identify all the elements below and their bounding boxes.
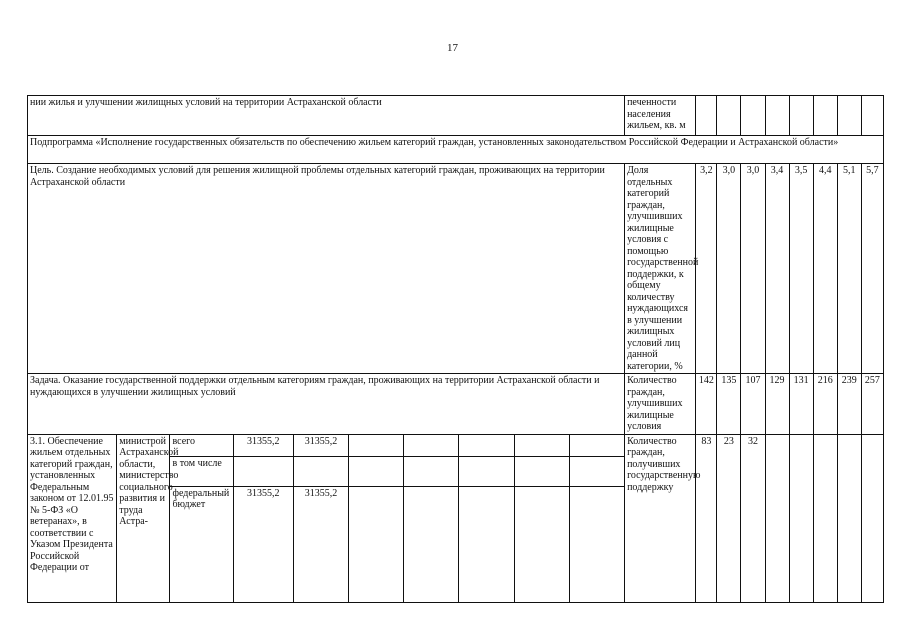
funding-value: 31355,2 bbox=[233, 486, 293, 602]
funding-value: 31355,2 bbox=[293, 434, 348, 456]
task-value: 142 bbox=[696, 374, 717, 435]
table-row-task bbox=[28, 374, 884, 435]
measure-value: 83 bbox=[696, 434, 717, 602]
goal-value: 3,5 bbox=[789, 164, 813, 374]
intro-text: нии жилья и улучшении жилищных условий на территории Астраханской области bbox=[28, 96, 625, 136]
goal-value: 3,0 bbox=[717, 164, 741, 374]
funding-value bbox=[293, 456, 348, 486]
task-value: 239 bbox=[837, 374, 861, 435]
task-text: Задача. Оказание государственной поддержки отдельным категориям граждан, проживающих на территории Астраханской области и нуждающихся в улучшении жилищных условий bbox=[28, 374, 625, 435]
task-value: 135 bbox=[717, 374, 741, 435]
task-value: 131 bbox=[789, 374, 813, 435]
task-value: 107 bbox=[741, 374, 765, 435]
goal-value: 5,1 bbox=[837, 164, 861, 374]
task-value: 216 bbox=[813, 374, 837, 435]
task-value: 129 bbox=[765, 374, 789, 435]
intro-indicator: печенности населения жильем, кв. м bbox=[625, 96, 696, 136]
funding-value: 31355,2 bbox=[233, 434, 293, 456]
program-table bbox=[27, 95, 884, 603]
goal-value: 5,7 bbox=[861, 164, 883, 374]
funding-value bbox=[233, 456, 293, 486]
measure-value bbox=[861, 434, 883, 602]
goal-value: 3,4 bbox=[765, 164, 789, 374]
funding-label: федеральный бюджет bbox=[170, 486, 233, 602]
measure-name: 3.1. Обеспечение жильем отдельных категорий граждан, установленных Федеральным законом от 12.01.95 № 5-ФЗ «О ветеранах», в соответствии с Указом Президента Российской Федерации от bbox=[28, 434, 117, 602]
measure-value: 32 bbox=[741, 434, 765, 602]
measure-value bbox=[813, 434, 837, 602]
page-number: 17 bbox=[447, 42, 458, 54]
measure-executor: министрой Астраханской области, министерство социального развития и труда Астра- bbox=[117, 434, 170, 602]
measure-value bbox=[765, 434, 789, 602]
funding-label: в том числе bbox=[170, 456, 233, 486]
table-row-intro bbox=[28, 96, 884, 136]
goal-text: Цель. Создание необходимых условий для решения жилищной проблемы отдельных категорий граждан, проживающих на территории Астраханской области bbox=[28, 164, 625, 374]
table-row-goal bbox=[28, 164, 884, 374]
measure-value: 23 bbox=[717, 434, 741, 602]
task-indicator: Количество граждан, улучшивших жилищные условия bbox=[625, 374, 696, 435]
funding-value: 31355,2 bbox=[293, 486, 348, 602]
measure-value bbox=[789, 434, 813, 602]
goal-value: 3,2 bbox=[696, 164, 717, 374]
measure-value bbox=[837, 434, 861, 602]
measure-indicator: Количество граждан, получивших государственную поддержку bbox=[625, 434, 696, 602]
goal-value: 3,0 bbox=[741, 164, 765, 374]
goal-indicator: Доля отдельных категорий граждан, улучшивших жилищные условия с помощью государственной поддержки, к общему количеству нуждающихся в улучшении жилищных условий лиц данной категории, % bbox=[625, 164, 696, 374]
goal-value: 4,4 bbox=[813, 164, 837, 374]
table-row-measure bbox=[28, 434, 884, 456]
table-row-subprogram bbox=[28, 136, 884, 164]
task-value: 257 bbox=[861, 374, 883, 435]
subprogram-title: Подпрограмма «Исполнение государственных обязательств по обеспечению жильем категорий граждан, установленных законодательством Российской Федерации и Астраханской области» bbox=[28, 136, 884, 164]
funding-label: всего bbox=[170, 434, 233, 456]
